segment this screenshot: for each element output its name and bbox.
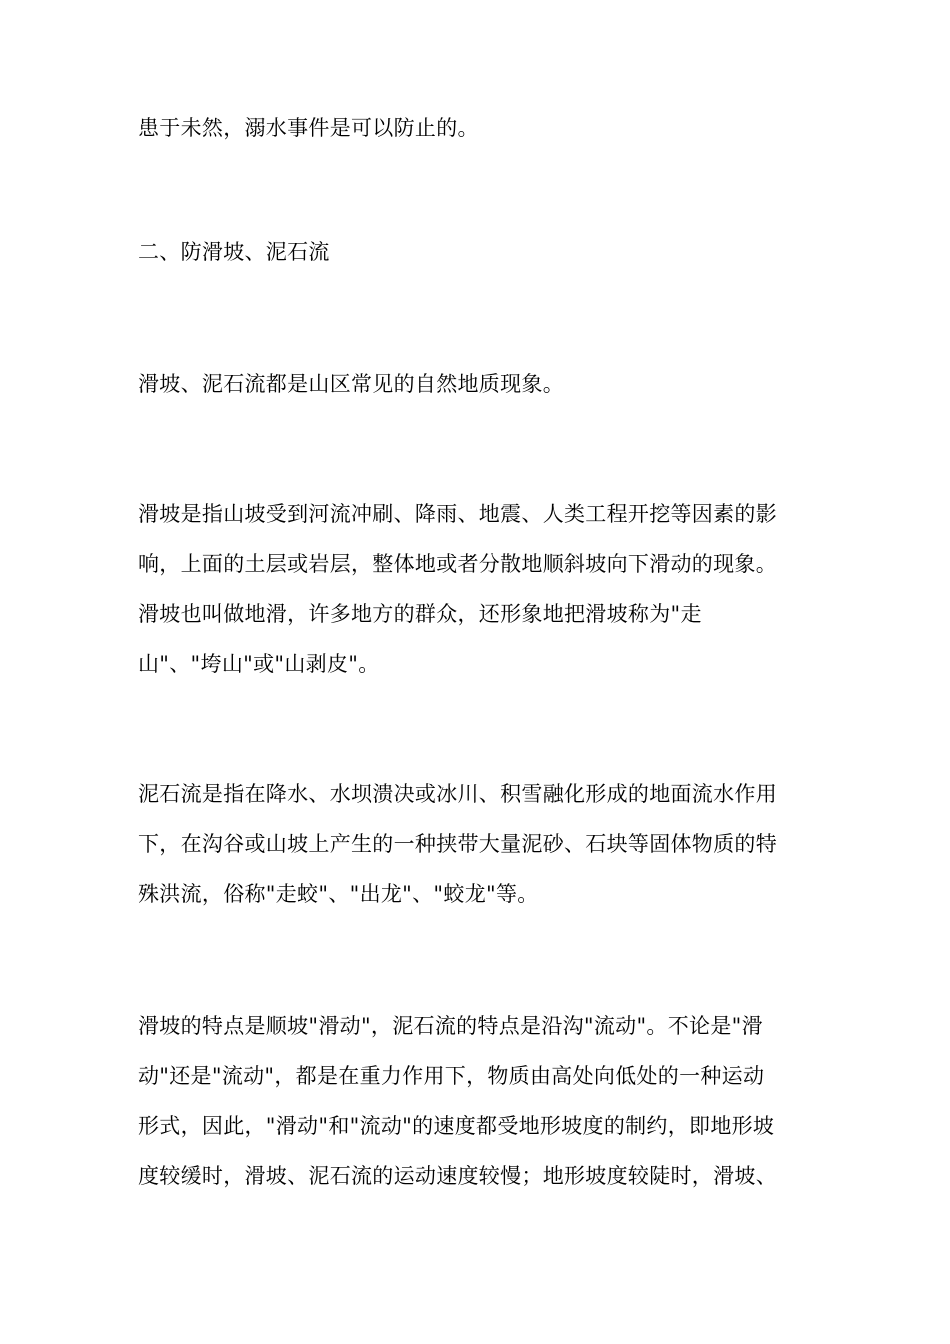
text-line: 滑坡是指山坡受到河流冲刷、降雨、地震、人类工程开挖等因素的影 xyxy=(138,502,777,526)
text-line: 下，在沟谷或山坡上产生的一种挟带大量泥砂、石块等固体物质的特 xyxy=(138,832,777,856)
text-line: 滑坡的特点是顺坡"滑动"，泥石流的特点是沿沟"流动"。不论是"滑 xyxy=(138,1014,763,1038)
text-line: 泥石流是指在降水、水坝溃决或冰川、积雪融化形成的地面流水作用 xyxy=(138,782,777,806)
text-line: 患于未然，溺水事件是可以防止的。 xyxy=(138,116,479,140)
text-line: 滑坡、泥石流都是山区常见的自然地质现象。 xyxy=(138,372,564,396)
text-line: 山"、"垮山"或"山剥皮"。 xyxy=(138,652,380,676)
text-line: 响，上面的土层或岩层，整体地或者分散地顺斜坡向下滑动的现象。 xyxy=(138,552,777,576)
section-heading: 二、防滑坡、泥石流 xyxy=(138,240,330,264)
text-line: 动"还是"流动"，都是在重力作用下，物质由高处向低处的一种运动 xyxy=(138,1064,765,1088)
text-line: 殊洪流，俗称"走蛟"、"出龙"、"蛟龙"等。 xyxy=(138,882,539,906)
text-line: 滑坡也叫做地滑，许多地方的群众，还形象地把滑坡称为"走 xyxy=(138,602,702,626)
text-line: 度较缓时，滑坡、泥石流的运动速度较慢；地形坡度较陡时，滑坡、 xyxy=(138,1164,777,1188)
text-line: 形式，因此，"滑动"和"流动"的速度都受地形坡度的制约，即地形坡 xyxy=(138,1114,775,1138)
